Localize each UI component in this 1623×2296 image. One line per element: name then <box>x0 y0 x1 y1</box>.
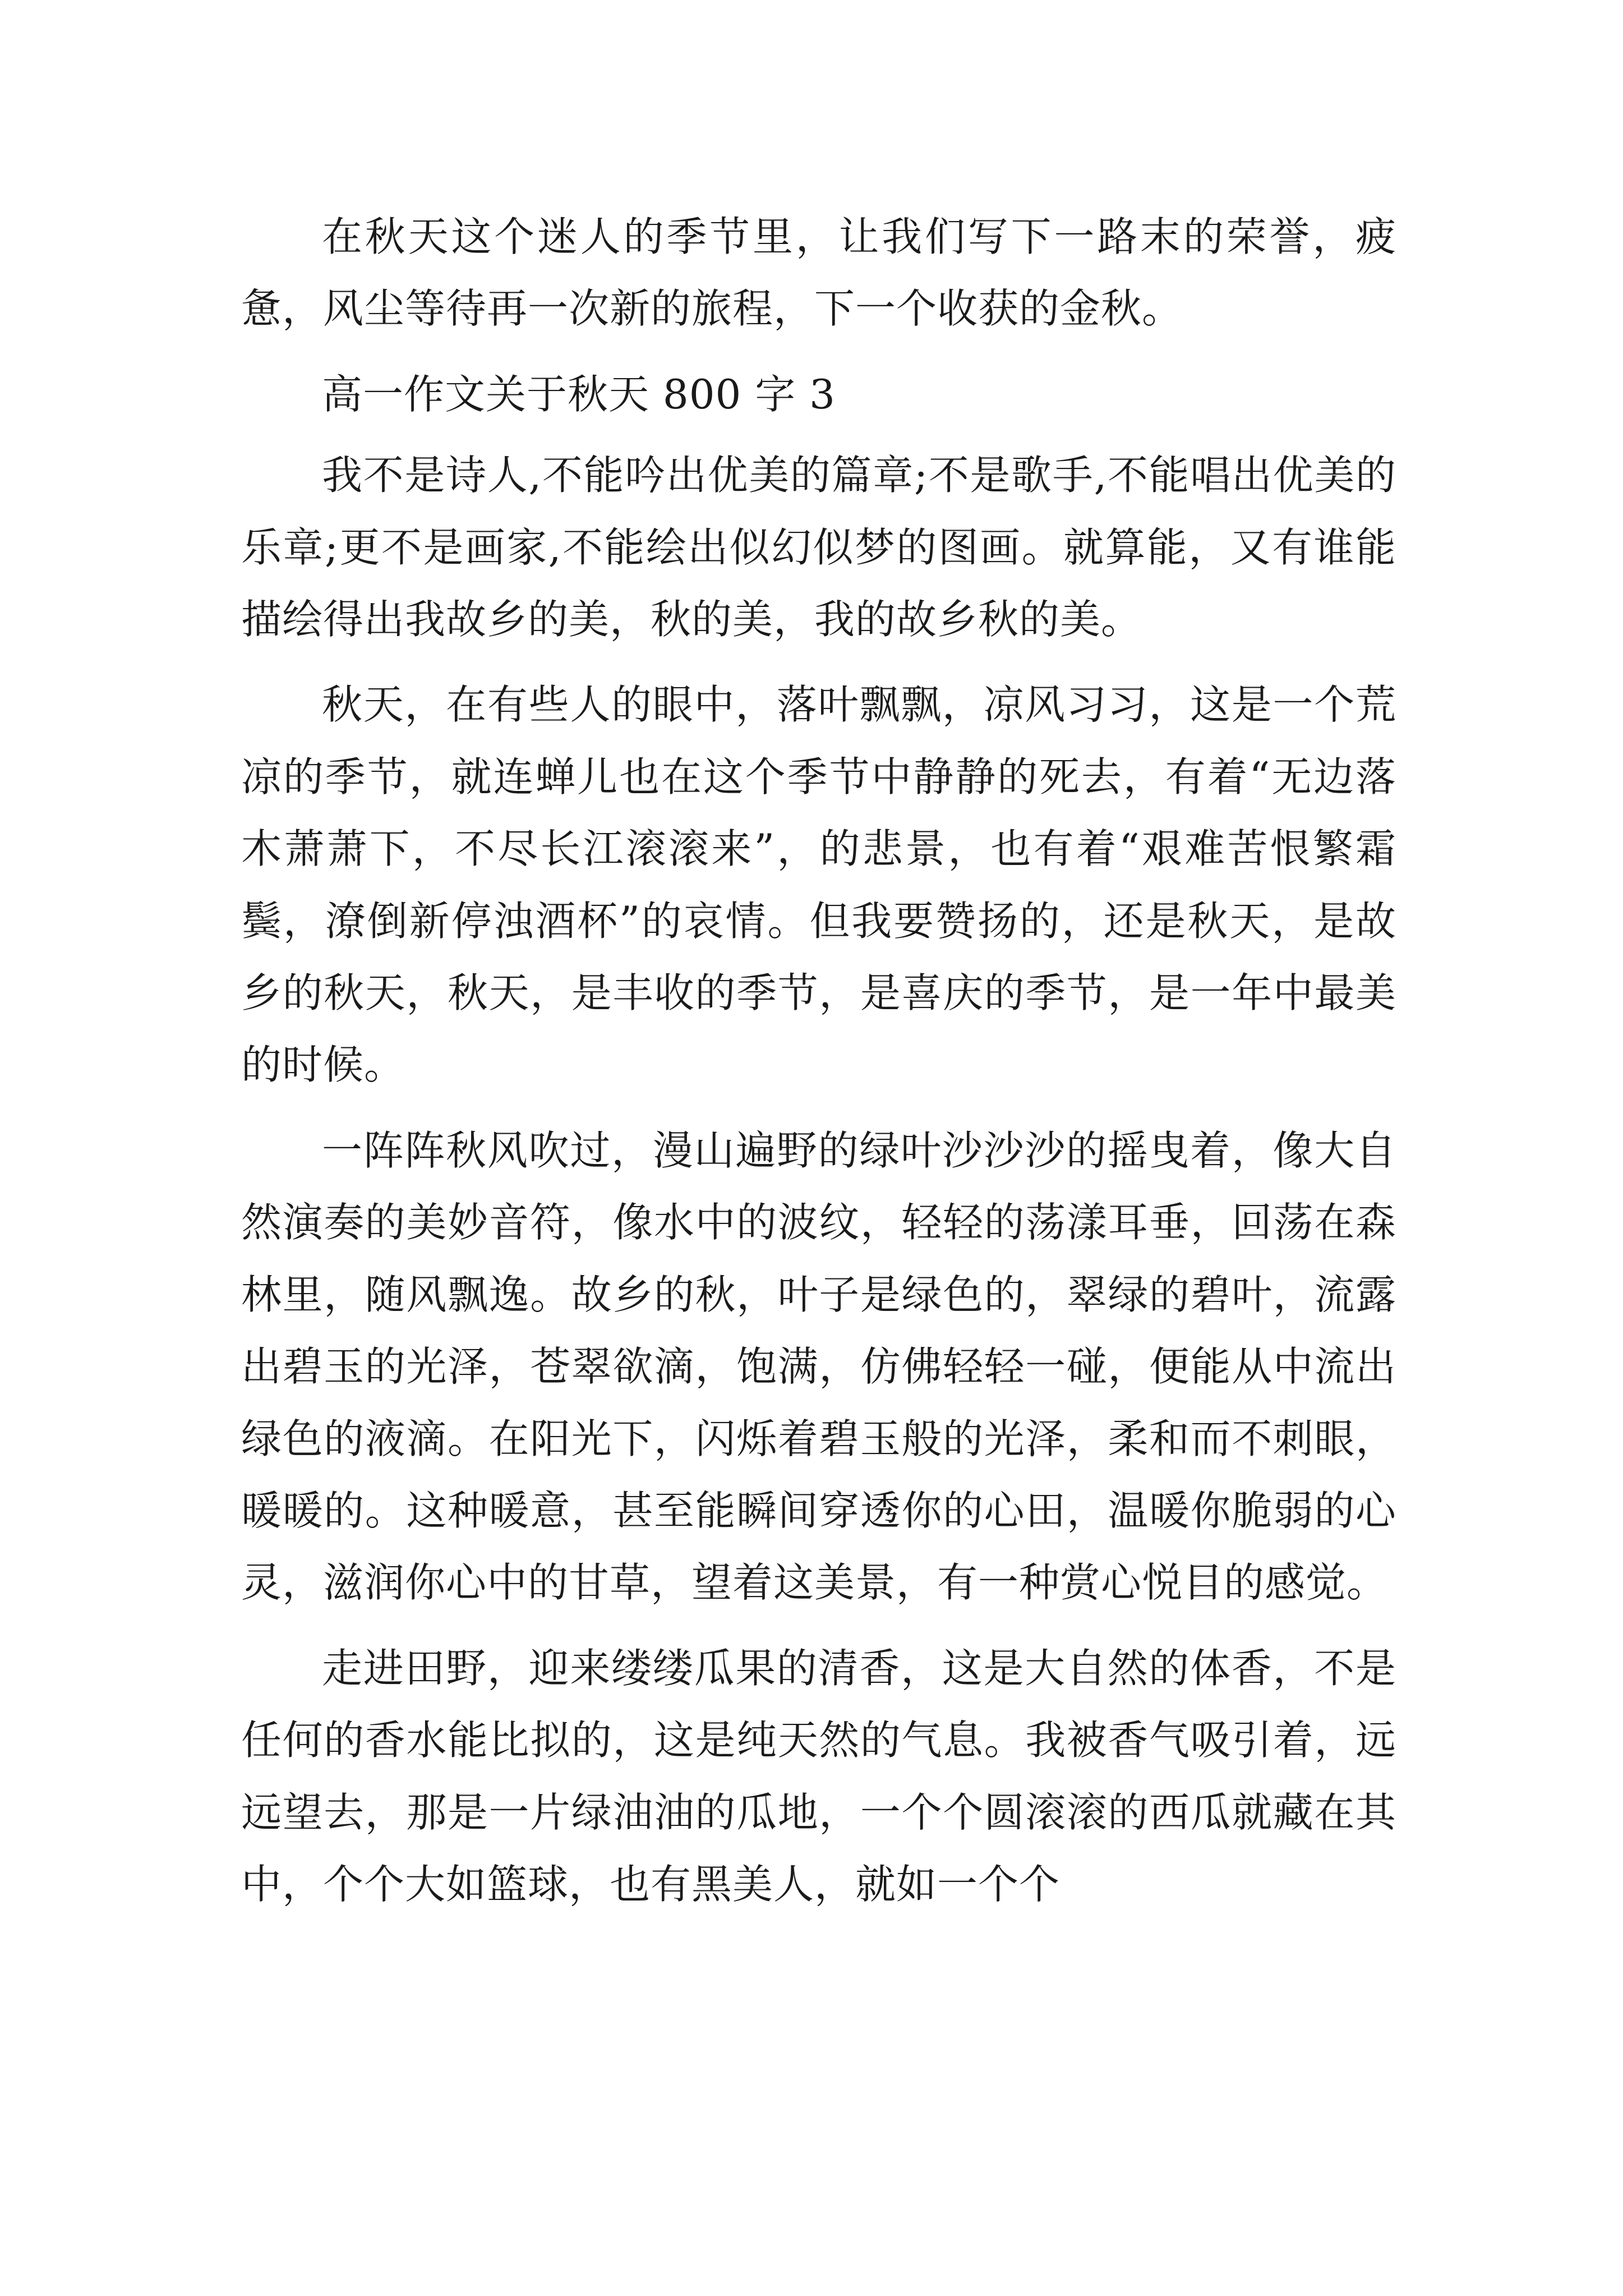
essay-title: 高一作文关于秋天 800 字 3 <box>322 370 836 418</box>
paragraph-autumn-view: 秋天，在有些人的眼中，落叶飘飘，凉风习习，这是一个荒凉的季节，就连蝉儿也在这个季节中静静的死去，有着“无边落木萧萧下，不尽长江滚滚来”，的悲景，也有着“艰难苦恨繁霜鬓，潦倒新停浊酒杯”的哀情。但我要赞扬的，还是秋天，是故乡的秋天，秋天，是丰收的季节，是喜庆的季节，是一年中最美的时候。 <box>241 681 1396 1089</box>
document-body <box>241 201 1396 1934</box>
paragraph-intro: 我不是诗人,不能吟出优美的篇章;不是歌手,不能唱出优美的乐章;更不是画家,不能绘出似幻似梦的图画。就算能，又有谁能描绘得出我故乡的美，秋的美，我的故乡秋的美。 <box>241 452 1396 643</box>
paragraph-autumn-closing: 在秋天这个迷人的季节里，让我们写下一路末的荣誉，疲惫，风尘等待再一次新的旅程，下一个收获的金秋。 <box>241 213 1396 333</box>
paragraph-autumn-wind: 一阵阵秋风吹过，漫山遍野的绿叶沙沙沙的摇曳着，像大自然演奏的美妙音符，像水中的波纹，轻轻的荡漾耳垂，回荡在森林里，随风飘逸。故乡的秋，叶子是绿色的，翠绿的碧叶，流露出碧玉的光泽，苍翠欲滴，饱满，仿佛轻轻一碰，便能从中流出绿色的液滴。在阳光下，闪烁着碧玉般的光泽，柔和而不刺眼，暖暖的。这种暖意，甚至能瞬间穿透你的心田，温暖你脆弱的心灵，滋润你心中的甘草，望着这美景，有一种赏心悦目的感觉。 <box>241 1126 1396 1607</box>
paragraph-fields: 走进田野，迎来缕缕瓜果的清香，这是大自然的体香，不是任何的香水能比拟的，这是纯天然的气息。我被香气吸引着，远远望去，那是一片绿油油的瓜地，一个个圆滚滚的西瓜就藏在其中，个个大如篮球，也有黑美人，就如一个个 <box>241 1644 1396 1908</box>
